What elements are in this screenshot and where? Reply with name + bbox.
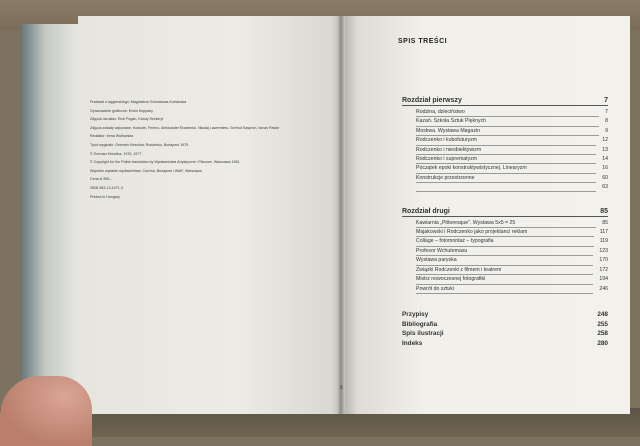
back-matter: [402, 310, 608, 348]
section-1: [402, 97, 608, 192]
imprint-line: © German Krisztina, 1970, 1977: [90, 151, 142, 156]
left-page: [78, 16, 344, 414]
imprint-line: Zdjęcia Jaroslav: Emil Pogan, Károly Szekeryi: [90, 117, 164, 122]
list-item: Związki Rodczenki z filmem i teatrem 172: [402, 266, 608, 275]
imprint-line: ISBN 963-13-1071-3: [90, 185, 123, 190]
imprint-line: Tytuł oryginału: Germain Krisztina: Rodzenko, Budapest 1975: [90, 142, 189, 147]
list-item: Collage – fotomontaż – typografia 119: [402, 237, 608, 246]
back-matter-item: Przypisy 248: [402, 310, 608, 318]
list-item: Moskwa. Wystawa Magazin 9: [402, 127, 608, 136]
imprint-line: Redaktor: Irena Wolfowska: [90, 134, 134, 139]
section-heading: Rozdział pierwszy 7: [402, 97, 608, 104]
list-item: Rodczenko i suprematyzm 14: [402, 155, 608, 164]
imprint-line: © Copyright for the Polish translation by Wydawnictwa Artystyczne i Filmowe, Warszawa 1981: [90, 160, 240, 165]
book-gutter: [337, 16, 345, 414]
list-item: Kawiarnia „Pittoresque”. Wystawa 5x5 = 25 85: [402, 219, 608, 228]
imprint-text: [90, 100, 290, 203]
section-2: [402, 208, 608, 294]
list-item: Rodczenko i kubofuturyzm 12: [402, 136, 608, 145]
table-of-contents: [402, 97, 608, 348]
list-item: Mistrz nowoczesnej fotografiki 194: [402, 275, 608, 284]
imprint-line: Opracowanie graficzne: Erwin Koppány: [90, 108, 153, 113]
toc-title: SPIS TREŚCI: [398, 38, 448, 45]
list-item: Początek epoki konstruktywistycznej. Linearyzm 16: [402, 164, 608, 173]
back-matter-item: Bibliografia 255: [402, 320, 608, 328]
imprint-line: Zdjęcia zostały wykonane: Kossuth, Ferenc, Aleksander Rodzenko, Nikolaj Lawrentiew, Gertrud Kaspron, Istvan Pastor: [90, 125, 280, 130]
imprint-line: Przekład z węgierskiego: Magdalena Ochwatowa-Kurlakowa: [90, 100, 187, 104]
page-number: 5: [340, 385, 343, 391]
section-heading: Rozdział drugi 85: [402, 207, 608, 215]
list-item: Powrót do sztuki 246: [402, 285, 608, 294]
list-item: Wystawa paryska 170: [402, 256, 608, 265]
list-item: 63: [402, 183, 608, 191]
list-item: Majakowski i Rodczenko jako projektanci reklam 117: [402, 228, 608, 237]
list-item: Konstrukcje przestrzenne 60: [402, 174, 608, 183]
hand: [0, 376, 92, 446]
list-item: Rodczenko i nieobiektywizm 13: [402, 146, 608, 155]
back-matter-item: Indeks 280: [402, 339, 608, 347]
list-item: Profesor Wchutemasu 123: [402, 247, 608, 256]
imprint-line: Wspólne wydanie wydawnictwa: Corvina, Budapest i WAiF, Warszawa: [90, 168, 202, 173]
back-matter-item: Spis ilustracji 258: [402, 330, 608, 338]
list-item: Rodzina, dzieciństwo 7: [402, 108, 608, 117]
list-item: Kazań. Szkoła Sztuk Pięknych 8: [402, 117, 608, 126]
book-cover-edge: [22, 24, 82, 394]
imprint-line: Cena zł 390,-: [90, 177, 112, 182]
imprint-line: Printed in Hungary: [90, 194, 120, 199]
